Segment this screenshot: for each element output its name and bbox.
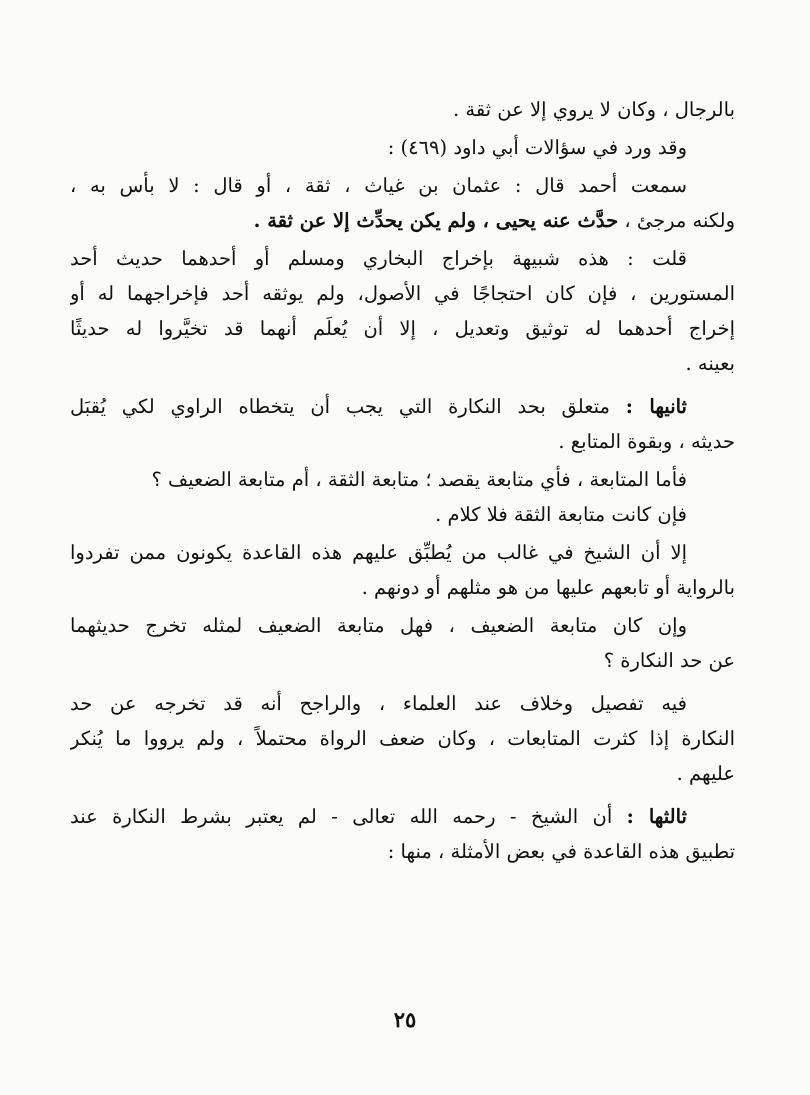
paragraph-1 xyxy=(70,92,735,127)
text-line: فإن كانت متابعة الثقة فلا كلام . xyxy=(435,503,687,526)
text-line: فيه تفصيل وخلاف عند العلماء ، والراجح أنه قد تخرجه عن حد xyxy=(70,692,687,715)
section-heading-third: ثالثها : xyxy=(626,805,687,828)
page-body-text xyxy=(70,92,735,869)
text-line: عليهم . xyxy=(676,762,735,785)
text-line: بالرواية أو تابعهم عليها من هو مثلهم أو دونهم . xyxy=(361,576,735,599)
paragraph-3 xyxy=(70,168,735,238)
paragraph-11 xyxy=(70,799,735,869)
page-number: ٢٥ xyxy=(393,1007,417,1032)
text-segment: متعلق بحد النكارة التي يجب أن يتخطاه الراوي لكي يُقبَل xyxy=(70,395,610,418)
text-line: فأما المتابعة ، فأي متابعة يقصد ؛ متابعة الثقة ، أم متابعة الضعيف ؟ xyxy=(151,468,687,491)
text-line: وإن كان متابعة الضعيف ، فهل متابعة الضعيف لمثله تخرج حديثهما xyxy=(70,614,687,637)
text-line: بعينه . xyxy=(685,352,735,375)
text-line xyxy=(70,799,735,834)
paragraph-8 xyxy=(70,535,735,605)
bold-quote: حدَّث عنه يحيى ، ولم يكن يحدِّث إلا عن ثقة . xyxy=(253,209,619,232)
paragraph-7 xyxy=(70,497,735,532)
text-line: إخراج أحدهما له توثيق وتعديل ، إلا أن يُعلَم أنهما قد تخيَّروا له حديثًا xyxy=(70,317,735,340)
paragraph-4 xyxy=(70,241,735,381)
text-line: قلت : هذه شبيهة بإخراج البخاري ومسلم أو أحدهما حديث أحد xyxy=(70,247,687,270)
text-segment: أن الشيخ - رحمه الله تعالى - لم يعتبر بشرط النكارة عند xyxy=(70,805,613,828)
text-line: تطبيق هذه القاعدة في بعض الأمثلة ، منها : xyxy=(387,840,735,863)
paragraph-2 xyxy=(70,130,735,165)
text-line xyxy=(70,203,735,238)
paragraph-5 xyxy=(70,389,735,459)
text-line: سمعت أحمد قال : عثمان بن غياث ، ثقة ، أو قال : لا بأس به ، xyxy=(70,174,687,197)
text-line: بالرجال ، وكان لا يروي إلا عن ثقة . xyxy=(452,98,735,121)
text-line: إلا أن الشيخ في غالب من يُطبِّق عليهم هذه القاعدة يكونون ممن تفردوا xyxy=(70,541,687,564)
text-line: المستورين ، فإن كان احتجاجًا في الأصول، ولم يوثقه أحد فإخراجهما له أو xyxy=(70,282,735,305)
paragraph-6 xyxy=(70,462,735,497)
text-segment: ولكنه مرجئ ، xyxy=(624,209,735,232)
text-line: النكارة إذا كثرت المتابعات ، وكان ضعف الرواة محتملاً ، ولم يرووا ما يُنكر xyxy=(70,727,735,750)
section-heading-second: ثانيها : xyxy=(625,395,687,418)
paragraph-9 xyxy=(70,608,735,678)
text-line: حديثه ، وبقوة المتابع . xyxy=(558,430,735,453)
text-line xyxy=(70,389,735,424)
text-line: عن حد النكارة ؟ xyxy=(603,649,735,672)
text-line: وقد ورد في سؤالات أبي داود (٤٦٩) : xyxy=(387,136,687,159)
paragraph-10 xyxy=(70,686,735,791)
